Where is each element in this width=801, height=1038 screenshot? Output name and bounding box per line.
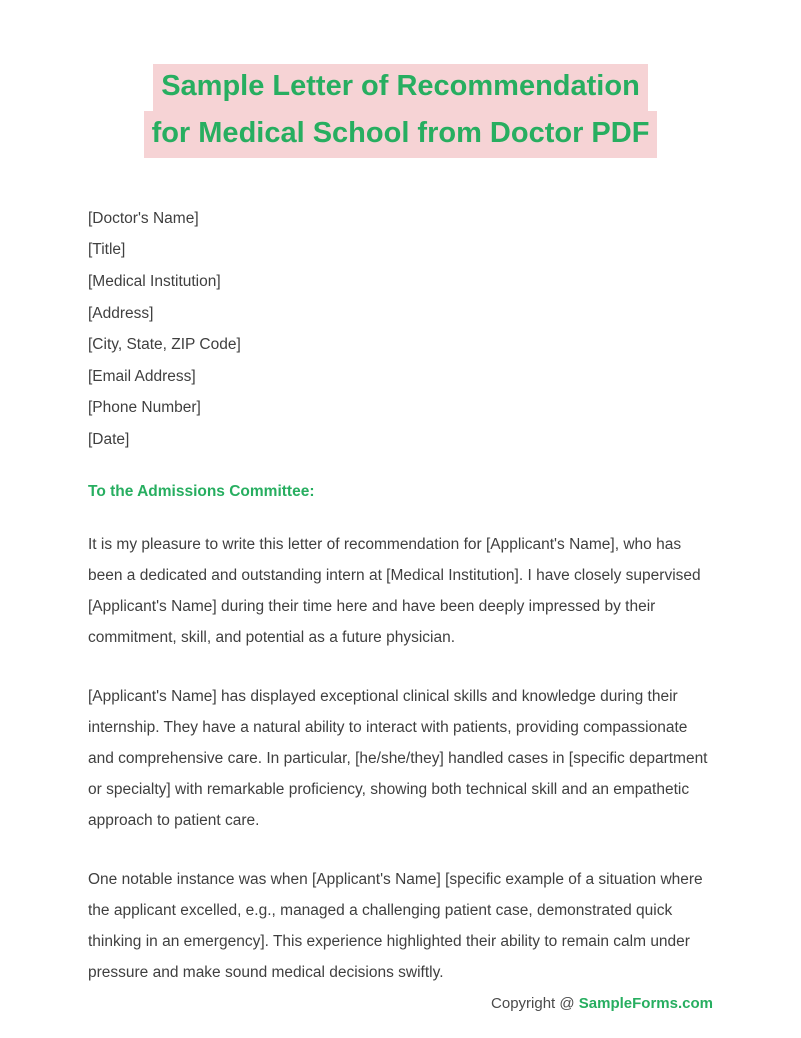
letter-body: [88, 210, 713, 988]
page-title-line-2: for Medical School from Doctor PDF: [144, 111, 658, 158]
letter-header-doctor-name: [Doctor's Name]: [88, 209, 199, 227]
letter-paragraph-1: It is my pleasure to write this letter of recommendation for [Applicant's Name], who has been a dedicated and outstanding intern at [Medical Institution]. I have closely supervised [Applicant's Name] during their time here and have been deeply impressed by their commitment, skill, and potential as a future physician.: [88, 536, 701, 647]
letter-header-institution: [Medical Institution]: [88, 273, 221, 290]
salutation: To the Admissions Committee:: [88, 482, 315, 500]
letter-header-email: [Email Address]: [88, 367, 196, 385]
footer: [491, 995, 713, 1012]
page-title-line-1: Sample Letter of Recommendation: [153, 64, 648, 111]
copyright-text: Copyright @: [491, 995, 579, 1012]
letter-header-phone: [Phone Number]: [88, 399, 201, 417]
letter-header-address: [Address]: [88, 304, 154, 322]
letter-header-title: [Title]: [88, 241, 126, 259]
letter-header-city-state-zip: [City, State, ZIP Code]: [88, 336, 241, 354]
brand-link[interactable]: SampleForms.com: [578, 995, 713, 1012]
letter-header-date: [Date]: [88, 430, 130, 448]
letter-paragraph-3: One notable instance was when [Applicant's Name] [specific example of a situation where the applicant excelled, e.g., managed a challenging patient case, demonstrated quick thinking in an emergency]. This experience highlighted their ability to remain calm under pressure and make sound medical decisions swiftly.: [88, 871, 703, 982]
page-title: [50, 64, 751, 158]
letter-paragraph-2: [Applicant's Name] has displayed exceptional clinical skills and knowledge during their internship. They have a natural ability to interact with patients, providing compassionate and comprehensive care. In particular, [he/she/they] handled cases in [specific department or specialty] with remarkable proficiency, showing both technical skill and an empathetic approach to patient care.: [88, 688, 708, 830]
